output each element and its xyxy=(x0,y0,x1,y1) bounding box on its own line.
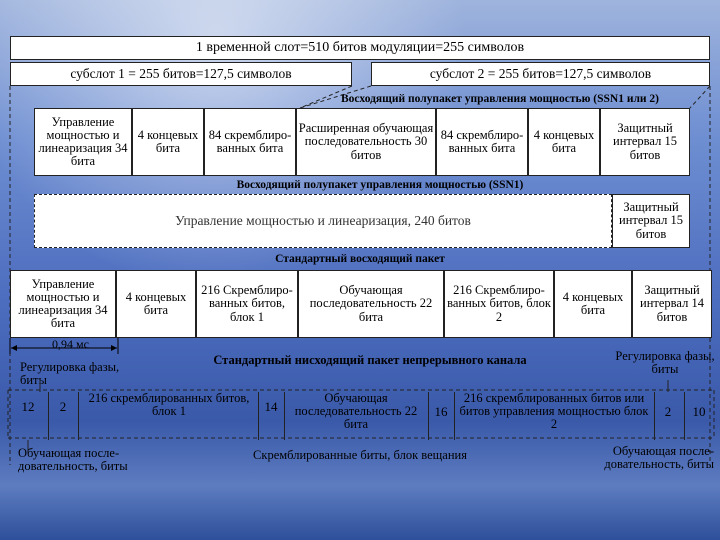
packet4-field-6: 216 скремблированных битов или битов управления мощностью блок 2 xyxy=(459,391,649,432)
packet4-field-5: 16 xyxy=(434,404,448,419)
packet1-field-tail1: 4 концевых бита xyxy=(132,108,204,176)
packet4-field-0: 12 xyxy=(21,399,35,414)
packet1-title: Восходящий полупакет управления мощностью (SSN1 или 2) xyxy=(341,93,659,105)
packet4-bottom-left: Обучающая после-довательность, биты xyxy=(18,446,128,474)
packet4-divider-4 xyxy=(284,392,285,440)
packet2-title: Восходящий полупакет управления мощностью (SSN1) xyxy=(236,179,524,191)
packet4-field-4: Обучающая последовательность 22 бита xyxy=(294,391,418,432)
packet3-duration: 0,94 мс xyxy=(52,337,89,351)
packet2-main-text: Управление мощностью и линеаризация, 240 битов xyxy=(175,212,471,228)
packet3-field-tail2: 4 концевых бита xyxy=(554,270,632,338)
packet3-field-power: Управление мощностью и линеаризация 34 бита xyxy=(10,270,116,338)
packet4-reg-left: Регулировка фазы, биты xyxy=(20,360,120,388)
packet4-field-2: 216 скремблированных битов, блок 1 xyxy=(88,391,250,419)
packet3-field-tail1: 4 концевых бита xyxy=(116,270,196,338)
packet3-field-scr1: 216 Скремблиро-ванных битов, блок 1 xyxy=(196,270,298,338)
packet3-title: Стандартный восходящий пакет xyxy=(275,253,445,265)
packet1-field-guard: Защитный интервал 15 битов xyxy=(600,108,690,176)
packet3-field-scr2: 216 Скремблиро-ванных битов, блок 2 xyxy=(444,270,554,338)
packet4-field-3: 14 xyxy=(264,399,278,414)
packet3-field-training: Обучающая последовательность 22 бита xyxy=(298,270,444,338)
packet1-field-scr1: 84 скремблиро-ванных бита xyxy=(204,108,296,176)
slot-title-text: 1 временной слот=510 битов модуляции=255 символов xyxy=(195,39,525,55)
packet1-field-scr2: 84 скремблиро-ванных бита xyxy=(436,108,528,176)
packet1-field-training: Расширенная обучающая последовательность 30 битов xyxy=(296,108,436,176)
packet3-field-guard: Защитный интервал 14 битов xyxy=(632,270,712,338)
packet4-bottom-right: Обучающая после-довательность, биты xyxy=(604,444,714,472)
packet4-divider-6 xyxy=(454,392,455,440)
subslot-1-text: субслот 1 = 255 битов=127,5 символов xyxy=(70,65,292,81)
subslot-2-text: субслот 2 = 255 битов=127,5 символов xyxy=(429,65,652,81)
packet2-main xyxy=(34,194,612,248)
packet4-title: Стандартный нисходящий пакет непрерывного канала xyxy=(213,353,527,367)
packet1-field-tail2: 4 концевых бита xyxy=(528,108,600,176)
packet4-divider-2 xyxy=(78,392,79,440)
packet4-reg-right: Регулировка фазы, биты xyxy=(615,349,715,377)
packet2-guard: Защитный интервал 15 битов xyxy=(612,194,690,248)
packet4-bottom-center: Скремблированные биты, блок вещания xyxy=(253,448,467,462)
packet4-field-1: 2 xyxy=(59,399,67,414)
packet4-field-7: 2 xyxy=(664,404,672,419)
packet4-field-8: 10 xyxy=(692,404,706,419)
packet1-field-power: Управление мощностью и линеаризация 34 бита xyxy=(34,108,132,176)
